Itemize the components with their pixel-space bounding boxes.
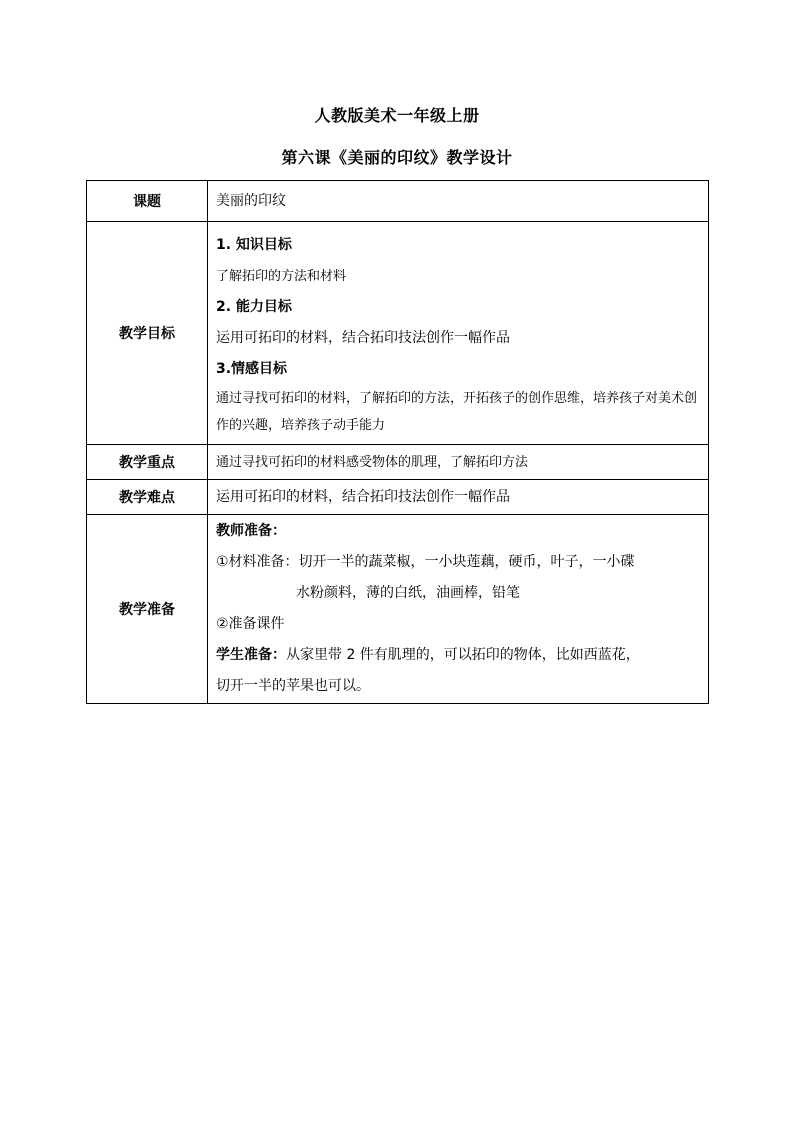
topic-label: 课题 [87, 181, 208, 222]
student-prep-heading: 学生准备： [216, 647, 286, 663]
topic-text: 美丽的印纹 [216, 192, 286, 209]
topic-value [208, 181, 709, 222]
table-row [87, 480, 709, 515]
table-row [87, 222, 709, 445]
difficulty-text: 运用可拓印的材料，结合拓印技法创作一幅作品 [216, 488, 510, 505]
ability-goal-heading: 2. 能力目标 [216, 298, 292, 315]
teacher-prep-item-1: ①材料准备：切开一半的蔬菜椒，一小块莲藕，硬币，叶子，一小碟 [216, 554, 635, 570]
emotion-goal-text: 通过寻找可拓印的材料，了解拓印的方法，开拓孩子的创作思维，培养孩子对美术创作的兴趣，培养孩子动手能力 [216, 390, 698, 433]
preparation-cell [208, 515, 709, 704]
teacher-prep-item-2: ②准备课件 [216, 616, 285, 632]
key-point-value [208, 445, 709, 480]
table-row [87, 181, 709, 222]
difficulty-value [208, 480, 709, 515]
difficulty-label: 教学难点 [87, 480, 208, 515]
teacher-prep-heading: 教师准备： [216, 523, 286, 539]
teacher-prep-item-1-continued: 水粉颜料，薄的白纸，油画棒，铅笔 [296, 585, 520, 601]
table-row [87, 515, 709, 704]
emotion-goal-heading: 3.情感目标 [216, 360, 288, 377]
table-row [87, 445, 709, 480]
ability-goal-text: 运用可拓印的材料，结合拓印技法创作一幅作品 [216, 329, 510, 346]
student-prep-text-continued: 切开一半的苹果也可以。 [216, 678, 370, 694]
knowledge-goal-heading: 1. 知识目标 [216, 236, 292, 253]
key-point-label: 教学重点 [87, 445, 208, 480]
knowledge-goal-text: 了解拓印的方法和材料 [216, 268, 347, 284]
student-prep-line [216, 640, 701, 671]
objectives-cell [208, 222, 709, 445]
document-title: 人教版美术一年级上册 [314, 106, 480, 125]
preparation-label: 教学准备 [87, 515, 208, 704]
objectives-label: 教学目标 [87, 222, 208, 445]
student-prep-text: 从家里带 2 件有肌理的，可以拓印的物体，比如西蓝花， [286, 647, 640, 663]
lesson-plan-table [86, 180, 709, 704]
document-subtitle: 第六课《美丽的印纹》教学设计 [281, 148, 513, 167]
key-point-text: 通过寻找可拓印的材料感受物体的肌理，了解拓印方法 [216, 454, 529, 470]
